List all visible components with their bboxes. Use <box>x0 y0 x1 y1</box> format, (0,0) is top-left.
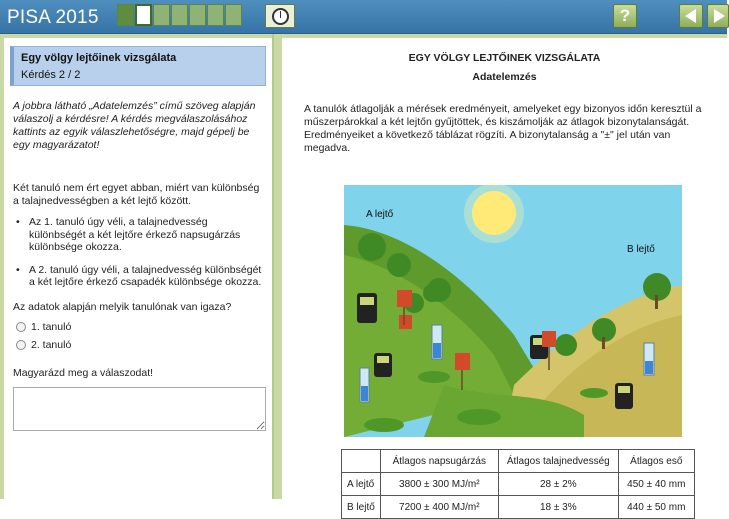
claim-item: • A 2. tanuló úgy véli, a talajnedvesség különbségét a két lejtőre érkező csapadék különbsége okozza. <box>26 264 264 289</box>
timer-button[interactable] <box>265 4 295 28</box>
progress-segment <box>189 4 206 26</box>
progress-segment <box>207 4 224 26</box>
progress-segment <box>117 4 134 26</box>
progress-segment <box>171 4 188 26</box>
table-header <box>342 450 381 473</box>
panel-divider[interactable] <box>272 34 282 499</box>
option-student-2[interactable] <box>16 339 272 351</box>
table-header-row <box>342 450 695 473</box>
progress-segment-current <box>135 4 152 26</box>
table-cell: 7200 ± 400 MJ/m² <box>380 496 498 519</box>
instructions: A jobbra látható „Adatelemzés” című szöveg alapján válaszolj a kérdésre! A kérdés megválaszolásához kattints az egyik válaszlehetőségre, majd gépelj be egy magyarázatot! <box>13 100 256 151</box>
radio-button[interactable] <box>16 340 26 350</box>
table-cell: A lejtő <box>342 473 381 496</box>
slope-a-label: A lejtő <box>366 209 394 220</box>
valley-illustration <box>344 185 682 437</box>
table-cell: 18 ± 3% <box>498 496 618 519</box>
clock-icon <box>272 8 289 25</box>
claims-list <box>26 216 264 289</box>
top-bar <box>0 0 727 34</box>
next-button[interactable] <box>707 4 729 28</box>
stimulus-panel <box>282 38 727 513</box>
option-label: 1. tanuló <box>31 320 72 333</box>
question-panel <box>4 38 272 499</box>
progress-indicator <box>117 4 243 28</box>
arrow-right-icon <box>714 9 725 23</box>
radio-button[interactable] <box>16 322 26 332</box>
claim-item: • Az 1. tanuló úgy véli, a talajnedvesség különbségét a két lejtőre érkező napsugárzás különbsége okozza. <box>26 216 264 254</box>
table-header: Átlagos napsugárzás <box>380 450 498 473</box>
stimulus-title: EGY VÖLGY LEJTŐINEK VIZSGÁLATA <box>408 52 601 64</box>
table-header: Átlagos eső <box>618 450 694 473</box>
table-cell: 3800 ± 300 MJ/m² <box>380 473 498 496</box>
stimulus-subtitle: Adatelemzés <box>472 71 537 83</box>
data-table <box>341 449 695 519</box>
question-text: Az adatok alapján melyik tanulónak van igaza? <box>13 300 232 313</box>
unit-title: Egy völgy lejtőinek vizsgálata <box>21 52 177 64</box>
option-label: 2. tanuló <box>31 338 72 351</box>
table-cell: 28 ± 2% <box>498 473 618 496</box>
table-header: Átlagos talajnedvesség <box>498 450 618 473</box>
content-frame <box>0 34 727 513</box>
back-button[interactable] <box>679 4 703 28</box>
table-row <box>342 473 695 496</box>
table-row <box>342 496 695 519</box>
answer-textarea[interactable] <box>13 387 266 431</box>
table-cell: 440 ± 50 mm <box>618 496 694 519</box>
app-title: PISA 2015 <box>7 7 99 28</box>
progress-segment <box>225 4 242 26</box>
table-cell: B lejtő <box>342 496 381 519</box>
option-student-1[interactable] <box>16 321 272 333</box>
question-header <box>10 46 266 86</box>
explain-label: Magyarázd meg a válaszodat! <box>13 366 154 379</box>
slope-b-label: B lejtő <box>627 244 655 255</box>
question-counter: Kérdés 2 / 2 <box>21 69 81 81</box>
progress-segment <box>153 4 170 26</box>
help-icon: ? <box>619 6 631 25</box>
question-intro: Két tanuló nem ért egyet abban, miért van különbség a talajnedvességben a két lejtő között. <box>13 182 260 207</box>
stimulus-text: A tanulók átlagolják a mérések eredményeit, amelyeket egy bizonyos időn keresztül a műszerpárokkal a két lejtőn gyűjtöttek, és kiszámolják az átlagok bizonytalanságát. Eredményeiket a következő táblázat rögzíti. A bizonytalanság a "±" jel után van megadva. <box>304 103 702 154</box>
table-cell: 450 ± 40 mm <box>618 473 694 496</box>
arrow-left-icon <box>685 9 696 23</box>
help-button[interactable] <box>613 4 637 28</box>
